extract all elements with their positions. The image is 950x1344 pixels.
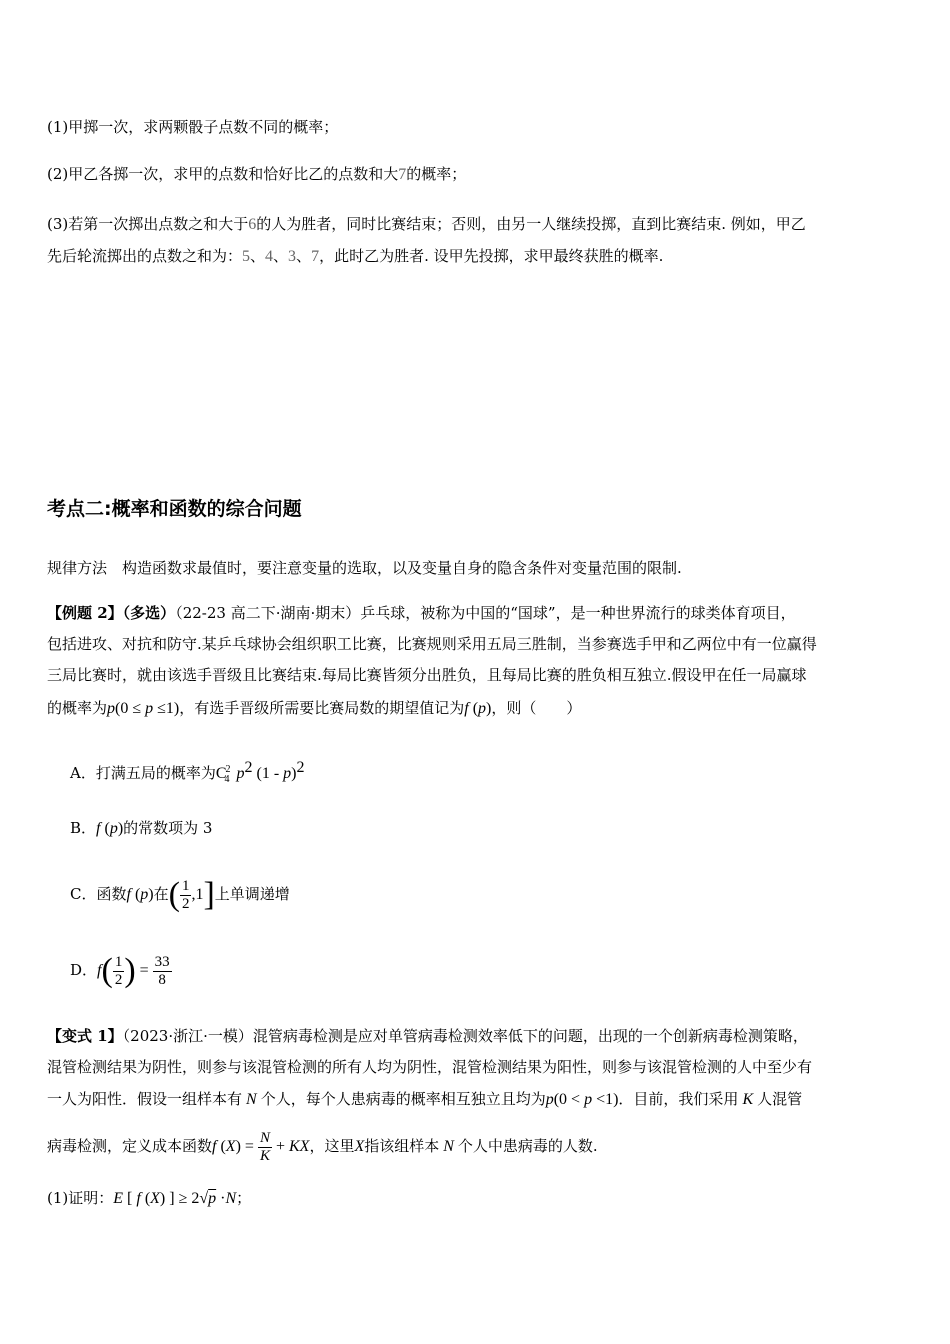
example-2-line-3: 三局比赛时，就由该选手晋级且比赛结束.每局比赛皆须分出胜负，且每局比赛的胜负相互独立.假设甲在任一局赢球 — [47, 666, 807, 684]
example-2-line-1: 【例题 2】（多选）（22-23 高二下·湖南·期末）乒乓球，被称为中国的“国球”，是一种世界流行的球类体育项目， — [47, 604, 796, 622]
section-title: 考点二:概率和函数的综合问题 — [47, 498, 302, 520]
variant-1-line-4: 病毒检测，定义成本函数f (X) = $\frac{N}{K}$ + KX，这里X指该组样本 N 个人中患病毒的人数. — [47, 1129, 598, 1164]
variant-1-line-3: 一人为阳性．假设一组样本有 N 个人，每个人患病毒的概率相互独立且均为p(0 < p <1)．目前，我们采用 K 人混管 — [47, 1090, 803, 1108]
variant-1-line-1: 【变式 1】（2023·浙江·一模）混管病毒检测是应对单管病毒检测效率低下的问题，出现的一个创新病毒检测策略， — [47, 1027, 808, 1045]
option-d: D．f( $\frac{1}{2}$ ) = $\frac{33}{8}$ — [70, 952, 170, 989]
question-3-line-1: (3)若第一次掷出点数之和大于6的人为胜者，同时比赛结束；否则，由另一人继续投掷，直到比赛结束. 例如，甲乙 — [47, 215, 806, 233]
variant-1-line-2: 混管检测结果为阴性，则参与该混管检测的所有人均为阴性，混管检测结果为阳性，则参与该混管检测的人中至少有 — [47, 1058, 813, 1076]
question-1: (1)甲掷一次，求两颗骰子点数不同的概率； — [47, 118, 339, 136]
variant-1-question-1: (1)证明：E [ f (X) ] ≥ 2√p ·N； — [47, 1189, 252, 1207]
option-b: B．f (p)的常数项为 3 — [70, 819, 213, 837]
option-a: A．打满五局的概率为$C^2_4$ $p^2$ (1 - p)$^2$ — [70, 759, 305, 786]
example-2-line-4: 的概率为p(0 ≤ p ≤1)，有选手晋级所需要比赛局数的期望值记为f (p)，则（ ） — [47, 699, 582, 717]
question-3-line-2: 先后轮流掷出的点数之和为：5、4、3、7，此时乙为胜者. 设甲先投掷，求甲最终获胜的概率. — [47, 247, 664, 265]
method-note: 规律方法 构造函数求最值时，要注意变量的选取，以及变量自身的隐含条件对变量范围的限制. — [47, 559, 682, 577]
question-2: (2)甲乙各掷一次，求甲的点数和恰好比乙的点数和大7的概率； — [47, 165, 467, 183]
option-c: C．函数f (p)在( $\frac{1}{2}$ ,1]上单调递增 — [70, 876, 290, 913]
example-2-line-2: 包括进攻、对抗和防守.某乒乓球协会组织职工比赛，比赛规则采用五局三胜制，当参赛选手甲和乙两位中有一位赢得 — [47, 635, 817, 653]
